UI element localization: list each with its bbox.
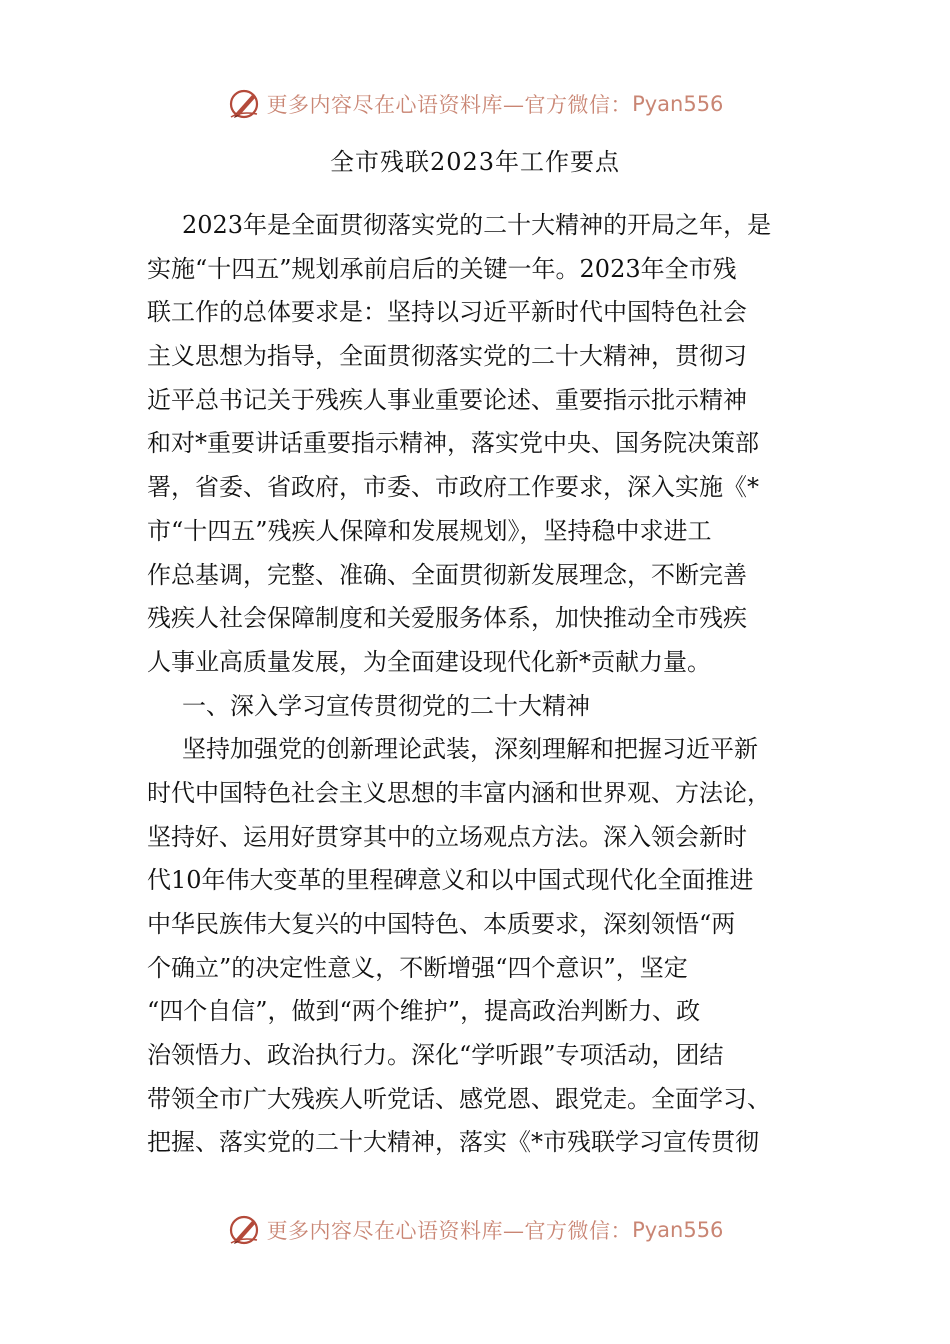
watermark-banner-top (0, 84, 950, 124)
document-body (147, 204, 807, 1165)
pen-logo-icon (227, 1212, 263, 1248)
paragraph-line: 2023年是全面贯彻落实党的二十大精神的开局之年，是 (182, 211, 772, 239)
paragraph-line: 主义思想为指导，全面贯彻落实党的二十大精神，贯彻习 (147, 342, 747, 371)
paragraph-line: 人事业高质量发展，为全面建设现代化新*贡献力量。 (147, 647, 711, 676)
pen-logo-icon (227, 86, 263, 122)
paragraph-line: 带领全市广大残疾人听党话、感党恩、跟党走。全面学习、 (147, 1084, 771, 1113)
paragraph-line: 作总基调，完整、准确、全面贯彻新发展理念，不断完善 (147, 560, 747, 589)
paragraph-line: 署，省委、省政府，市委、市政府工作要求，深入实施《* (147, 473, 759, 502)
watermark-text: 更多内容尽在心语资料库—官方微信： (266, 1219, 633, 1243)
paragraph-line: 把握、落实党的二十大精神，落实《*市残联学习宣传贯彻 (147, 1128, 759, 1157)
paragraph-line: 中华民族伟大复兴的中国特色、本质要求，深刻领悟“两 (147, 910, 736, 938)
paragraph-line: 代10年伟大变革的里程碑意义和以中国式现代化全面推进 (147, 866, 754, 895)
document-title: 全市残联2023年工作要点 (329, 148, 621, 176)
paragraph-line: 实施“十四五”规划承前启后的关键一年。2023年全市残 (147, 254, 737, 283)
paragraph-line: 市“十四五”残疾人保障和发展规划》，坚持稳中求进工 (147, 516, 712, 545)
paragraph-line: 和对*重要讲话重要指示精神，落实党中央、国务院决策部 (147, 429, 759, 458)
section-heading: 一、深入学习宣传贯彻党的二十大精神 (182, 691, 590, 720)
watermark-text: 更多内容尽在心语资料库—官方微信： (266, 93, 633, 117)
watermark-wechat-id: Pyan556 (632, 1218, 724, 1242)
paragraph-line: 治领悟力、政治执行力。深化“学听跟”专项活动，团结 (147, 1041, 724, 1070)
paragraph-line: 个确立”的决定性意义，不断增强“四个意识”，坚定 (147, 953, 688, 982)
paragraph-line: 联工作的总体要求是：坚持以习近平新时代中国特色社会 (147, 298, 747, 327)
paragraph-line: 近平总书记关于残疾人事业重要论述、重要指示批示精神 (147, 385, 747, 414)
watermark-banner-bottom (0, 1210, 950, 1250)
watermark-wechat-id: Pyan556 (632, 92, 724, 116)
paragraph-line: “四个自信”，做到“两个维护”，提高政治判断力、政 (147, 997, 701, 1026)
paragraph-line: 坚持加强党的创新理论武装，深刻理解和把握习近平新 (182, 735, 758, 764)
paragraph-line: 时代中国特色社会主义思想的丰富内涵和世界观、方法论， (147, 778, 771, 807)
paragraph-line: 残疾人社会保障制度和关爱服务体系，加快推动全市残疾 (147, 604, 747, 633)
paragraph-line: 坚持好、运用好贯穿其中的立场观点方法。深入领会新时 (147, 822, 747, 851)
